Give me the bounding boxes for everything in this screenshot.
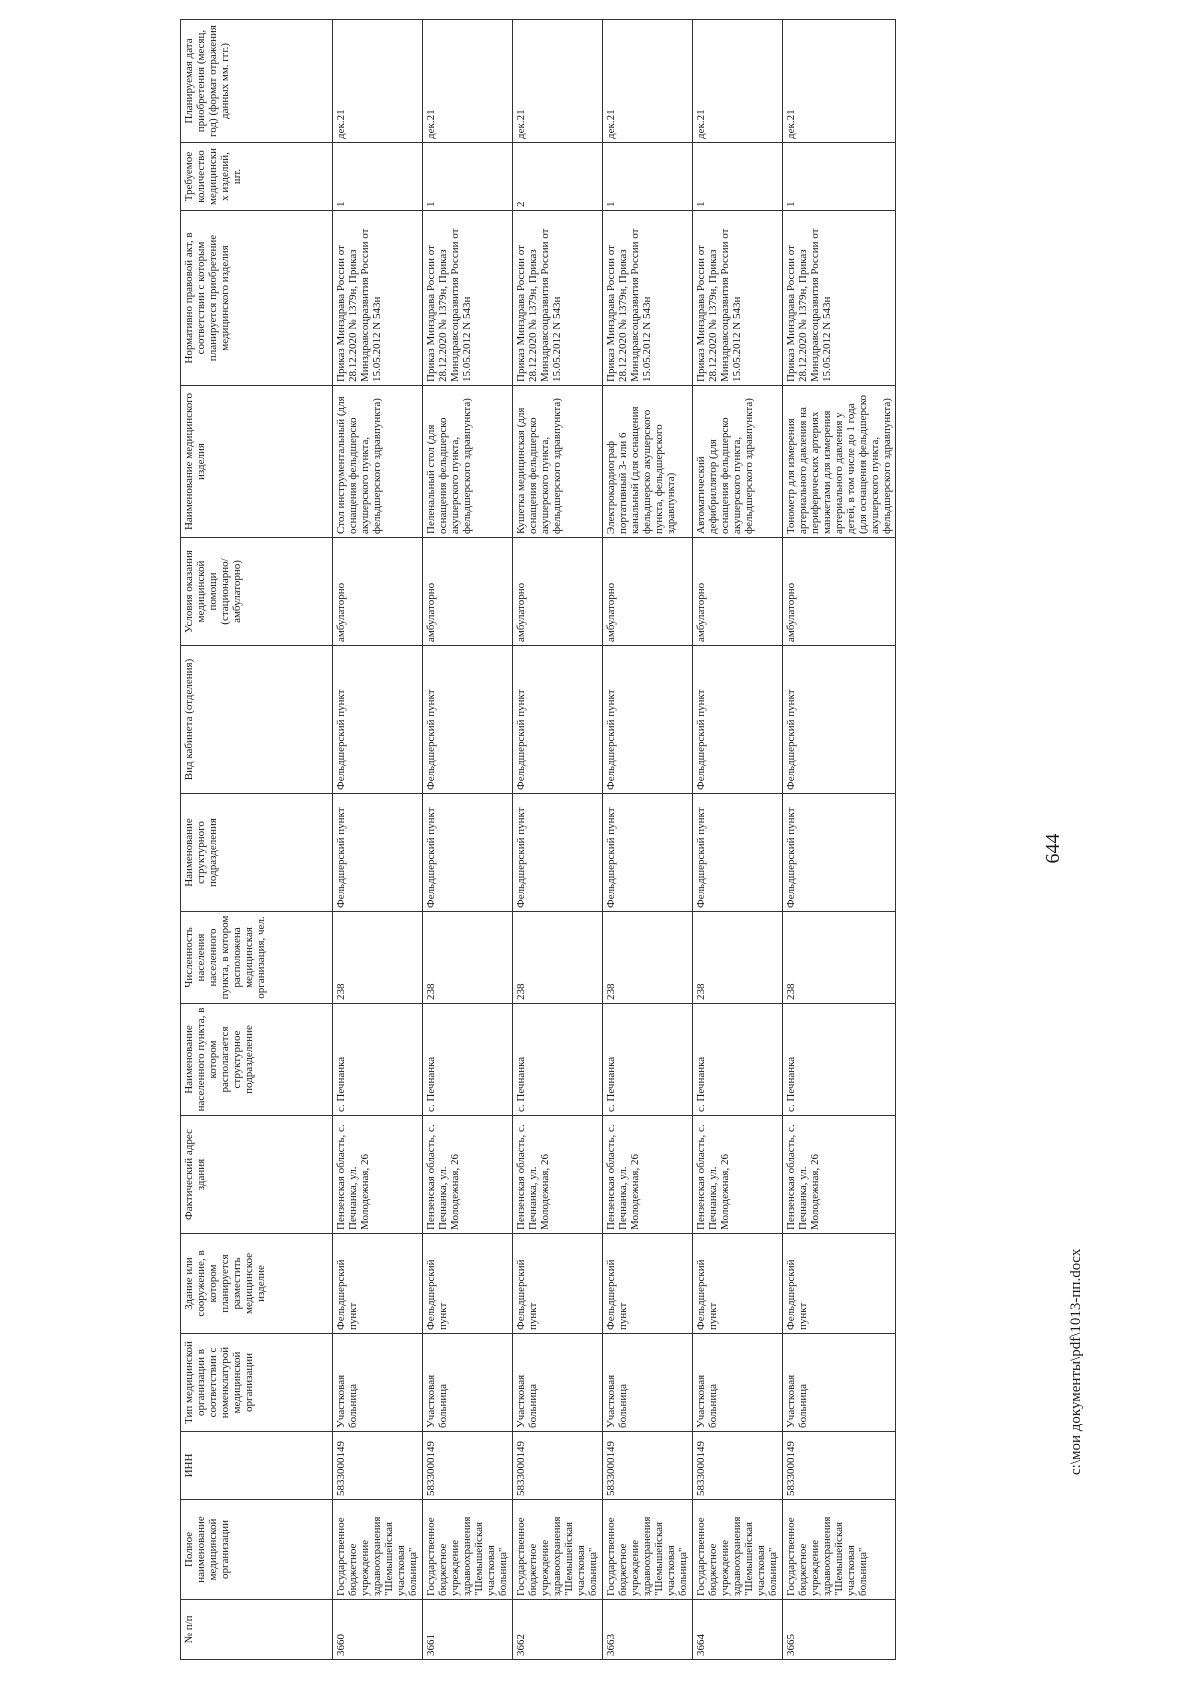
organization-name: Государственное бюджетное учреждение здравоохранения "Шемышейская участковая больница"	[783, 1500, 896, 1600]
row-number: 3663	[603, 1600, 693, 1660]
population: 238	[333, 912, 423, 1004]
subdivision: Фельдшерский пункт	[693, 794, 783, 912]
device-name: Пеленальный стол (для оснащения фельдшерско акушерского пункта, фельдшерского здравпункта)	[423, 386, 513, 538]
subdivision: Фельдшерский пункт	[513, 794, 603, 912]
page-number: 644	[1042, 833, 1064, 864]
device-name: Тонометр для измерения артериального давления на периферических артериях манжетами для измерения артериального давления у детей, в том числе до 1 года (для оснащения фельдшерско акушерского пункта, фельдшерского здравпункта)	[783, 386, 896, 538]
column-header: ИНН	[181, 1432, 333, 1500]
table-row	[423, 20, 513, 1660]
table-row	[603, 20, 693, 1660]
column-header: Условия оказания медицинской помощи (стационарно/ амбулаторно)	[181, 538, 333, 646]
cabinet-type: Фельдшерский пункт	[693, 646, 783, 794]
table-row	[333, 20, 423, 1660]
population: 238	[693, 912, 783, 1004]
column-header: Нормативно правовой акт, в соответствии с которым планируется приобретение медицинского изделия	[181, 211, 333, 386]
purchase-date: дек.21	[603, 20, 693, 143]
legal-act: Приказ Минздрава России от 28.12.2020 № 1379н, Приказ Минздравсоцразвития России от 15.05.2012 N 543н	[783, 211, 896, 386]
care-conditions: амбулаторно	[783, 538, 896, 646]
building: Фельдшерский пункт	[603, 1234, 693, 1334]
subdivision: Фельдшерский пункт	[603, 794, 693, 912]
legal-act: Приказ Минздрава России от 28.12.2020 № 1379н, Приказ Минздравсоцразвития России от 15.05.2012 N 543н	[603, 211, 693, 386]
column-header: Планируемая дата приобретения (месяц, год) (формат отражения данных мм. ггг.)	[181, 20, 333, 143]
column-header: Здание или сооружение, в котором планируется разместить медицинское изделие	[181, 1234, 333, 1334]
table-row	[783, 20, 896, 1660]
inn: 5833000149	[603, 1432, 693, 1500]
building: Фельдшерский пункт	[693, 1234, 783, 1334]
population: 238	[513, 912, 603, 1004]
settlement: с. Печнанка	[603, 1004, 693, 1116]
address: Пензенская область, с. Печнанка, ул. Молодежная, 26	[513, 1116, 603, 1234]
column-header: Полное наименование медицинской организации	[181, 1500, 333, 1600]
population: 238	[783, 912, 896, 1004]
table-header-row	[181, 20, 333, 1660]
population: 238	[603, 912, 693, 1004]
building: Фельдшерский пункт	[423, 1234, 513, 1334]
organization-name: Государственное бюджетное учреждение здравоохранения "Шемышейская участковая больница"	[603, 1500, 693, 1600]
column-header: Наименование медицинского изделия	[181, 386, 333, 538]
organization-type: Участковая больница	[513, 1334, 603, 1432]
inn: 5833000149	[513, 1432, 603, 1500]
purchase-date: дек.21	[693, 20, 783, 143]
column-header: Требуемое количество медицинских изделий, шт.	[181, 143, 333, 211]
purchase-date: дек.21	[333, 20, 423, 143]
column-header: № п/п	[181, 1600, 333, 1660]
settlement: с. Печнанка	[783, 1004, 896, 1116]
care-conditions: амбулаторно	[333, 538, 423, 646]
organization-name: Государственное бюджетное учреждение здравоохранения "Шемышейская участковая больница"	[333, 1500, 423, 1600]
row-number: 3661	[423, 1600, 513, 1660]
table-row	[513, 20, 603, 1660]
legal-act: Приказ Минздрава России от 28.12.2020 № 1379н, Приказ Минздравсоцразвития России от 15.05.2012 N 543н	[513, 211, 603, 386]
address: Пензенская область, с. Печнанка, ул. Молодежная, 26	[423, 1116, 513, 1234]
column-header: Численность населения населенного пункта, в котором расположена медицинская организация, чел.	[181, 912, 333, 1004]
organization-name: Государственное бюджетное учреждение здравоохранения "Шемышейская участковая больница"	[423, 1500, 513, 1600]
row-number: 3662	[513, 1600, 603, 1660]
row-number: 3660	[333, 1600, 423, 1660]
row-number: 3665	[783, 1600, 896, 1660]
care-conditions: амбулаторно	[603, 538, 693, 646]
device-name: Автоматический дефибриллятор (для оснащения фельдшерско акушерского пункта, фельдшерского здравпункта)	[693, 386, 783, 538]
address: Пензенская область, с. Печнанка, ул. Молодежная, 26	[603, 1116, 693, 1234]
settlement: с. Печнанка	[333, 1004, 423, 1116]
purchase-date: дек.21	[513, 20, 603, 143]
legal-act: Приказ Минздрава России от 28.12.2020 № 1379н, Приказ Минздравсоцразвития России от 15.05.2012 N 543н	[693, 211, 783, 386]
column-header: Наименование населенного пункта, в котором располагается структурное подразделение	[181, 1004, 333, 1116]
cabinet-type: Фельдшерский пункт	[333, 646, 423, 794]
device-name: Кушетка медицинская (для оснащения фельдшерско акушерского пункта, фельдшерского здравпункта)	[513, 386, 603, 538]
settlement: с. Печнанка	[513, 1004, 603, 1116]
column-header: Тип медицинской организации в соответствии с номенклатурой медицинской организации	[181, 1334, 333, 1432]
column-header: Фактический адрес здания	[181, 1116, 333, 1234]
quantity: 1	[603, 143, 693, 211]
building: Фельдшерский пункт	[333, 1234, 423, 1334]
cabinet-type: Фельдшерский пункт	[423, 646, 513, 794]
quantity: 1	[693, 143, 783, 211]
purchase-date: дек.21	[423, 20, 513, 143]
cabinet-type: Фельдшерский пункт	[783, 646, 896, 794]
equipment-registry-table	[180, 19, 896, 1660]
organization-type: Участковая больница	[693, 1334, 783, 1432]
organization-name: Государственное бюджетное учреждение здравоохранения "Шемышейская участковая больница"	[513, 1500, 603, 1600]
care-conditions: амбулаторно	[513, 538, 603, 646]
organization-type: Участковая больница	[603, 1334, 693, 1432]
inn: 5833000149	[783, 1432, 896, 1500]
quantity: 1	[333, 143, 423, 211]
care-conditions: амбулаторно	[423, 538, 513, 646]
organization-type: Участковая больница	[783, 1334, 896, 1432]
inn: 5833000149	[333, 1432, 423, 1500]
quantity: 1	[783, 143, 896, 211]
address: Пензенская область, с. Печнанка, ул. Молодежная, 26	[693, 1116, 783, 1234]
settlement: с. Печнанка	[693, 1004, 783, 1116]
organization-name: Государственное бюджетное учреждение здравоохранения "Шемышейская участковая больница"	[693, 1500, 783, 1600]
care-conditions: амбулаторно	[693, 538, 783, 646]
device-name: Электрокардиограф портативный 3- или 6 канальный (для оснащения фельдшерско акушерского пункта, фельдшерского здравпункта)	[603, 386, 693, 538]
cabinet-type: Фельдшерский пункт	[513, 646, 603, 794]
building: Фельдшерский пункт	[783, 1234, 896, 1334]
subdivision: Фельдшерский пункт	[783, 794, 896, 912]
row-number: 3664	[693, 1600, 783, 1660]
quantity: 2	[513, 143, 603, 211]
subdivision: Фельдшерский пункт	[423, 794, 513, 912]
address: Пензенская область, с. Печнанка, ул. Молодежная, 26	[783, 1116, 896, 1234]
inn: 5833000149	[423, 1432, 513, 1500]
settlement: с. Печнанка	[423, 1004, 513, 1116]
table-row	[693, 20, 783, 1660]
legal-act: Приказ Минздрава России от 28.12.2020 № 1379н, Приказ Минздравсоцразвития России от 15.05.2012 N 543н	[423, 211, 513, 386]
device-name: Стол инструментальный (для оснащения фельдшерско акушерского пункта, фельдшерского здравпункта)	[333, 386, 423, 538]
footer-file-path: c:\мои документы\pdf\1013-пп.docx	[1068, 1248, 1084, 1475]
building: Фельдшерский пункт	[513, 1234, 603, 1334]
quantity: 1	[423, 143, 513, 211]
purchase-date: дек.21	[783, 20, 896, 143]
cabinet-type: Фельдшерский пункт	[603, 646, 693, 794]
subdivision: Фельдшерский пункт	[333, 794, 423, 912]
inn: 5833000149	[693, 1432, 783, 1500]
address: Пензенская область, с. Печнанка, ул. Молодежная, 26	[333, 1116, 423, 1234]
column-header: Наименование структурного подразделения	[181, 794, 333, 912]
organization-type: Участковая больница	[423, 1334, 513, 1432]
organization-type: Участковая больница	[333, 1334, 423, 1432]
column-header: Вид кабинета (отделения)	[181, 646, 333, 794]
population: 238	[423, 912, 513, 1004]
legal-act: Приказ Минздрава России от 28.12.2020 № 1379н, Приказ Минздравсоцразвития России от 15.05.2012 N 543н	[333, 211, 423, 386]
